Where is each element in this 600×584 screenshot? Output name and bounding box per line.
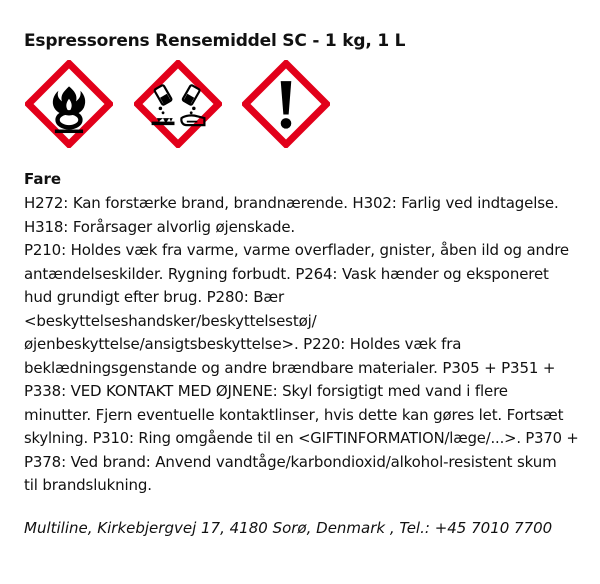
statement-line: til brandslukning. <box>24 476 152 494</box>
product-title: Espressorens Rensemiddel SC - 1 kg, 1 L <box>24 31 406 51</box>
statement-line: skylning. P310: Ring omgående til en <GIFTINFORMATION/læge/...>. P370 + <box>24 430 579 447</box>
hazard-pictograms <box>24 60 344 148</box>
statement-line: øjenbeskyttelse/ansigtsbeskyttelse>. P220: Holdes væk fra <box>24 335 462 353</box>
statement-line: P338: VED KONTAKT MED ØJNENE: Skyl forsigtigt med vand i flere <box>24 382 508 400</box>
statement-line: P210: Holdes væk fra varme, varme overflader, gnister, åben ild og andre <box>24 241 570 259</box>
statement-line: antændelseskilder. Rygning forbudt. P264: Vask hænder og eksponeret <box>24 264 549 283</box>
signal-word: Fare <box>24 170 62 188</box>
statement-line: H318: Forårsager alvorlig øjenskade. <box>24 217 296 236</box>
statement-line: <beskyttelseshandsker/beskyttelsestøj/ <box>24 311 317 330</box>
statement-line: P378: Ved brand: Anvend vandtåge/karbondioxid/alkohol-resistent skum <box>24 452 557 471</box>
statement-line: beklædningsgenstande og andre brændbare materialer. P305 + P351 + <box>24 358 556 377</box>
hazard-statements <box>24 192 580 498</box>
statement-line: H272: Kan forstærke brand, brandnærende. H302: Farlig ved indtagelse. <box>24 194 559 212</box>
statement-line: minutter. Fjern eventuelle kontaktlinser, hvis dette kan gøres let. Fortsæt <box>24 405 564 424</box>
exclamation-mark-icon <box>242 60 330 148</box>
supplier-info: Multiline, Kirkebjergvej 17, 4180 Sorø, Denmark , Tel.: +45 7010 7700 <box>24 519 553 537</box>
statement-line: hud grundigt efter brug. P280: Bær <box>24 288 284 306</box>
flame-over-circle-icon <box>25 60 113 148</box>
corrosion-icon <box>134 60 222 148</box>
